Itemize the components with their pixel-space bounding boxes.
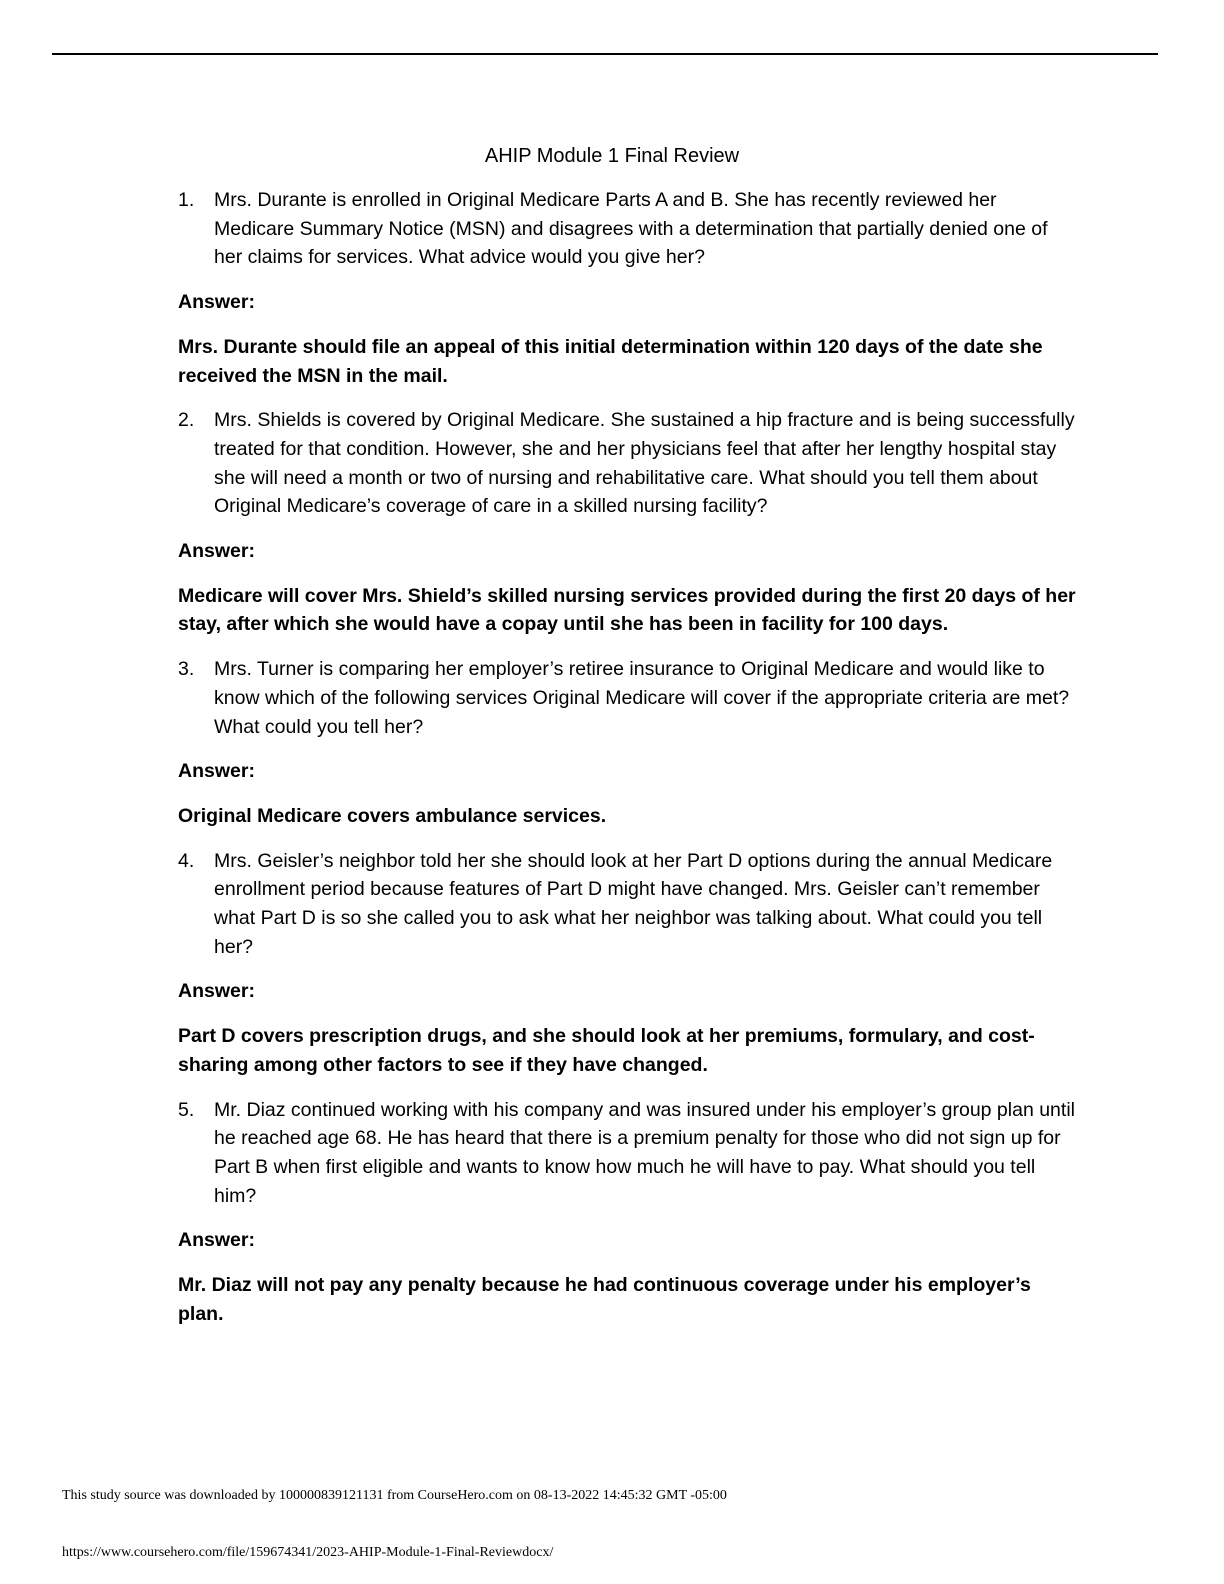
answer-text: Original Medicare covers ambulance services. [178, 804, 607, 827]
question-text: Mrs. Turner is comparing her employer’s retiree insurance to Original Medicare and would like to know which of the following services Original Medicare will cover if the appropriate criteria are met? What could you tell her? [214, 658, 1070, 738]
question-text: Mrs. Geisler’s neighbor told her she should look at her Part D options during the annual Medicare enrollment period because features of Part D might have changed. Mrs. Geisler can’t remember what Part D is so she called you to ask what her neighbor was talking about. What could you tell her? [214, 849, 1053, 958]
answer-text: Mr. Diaz will not pay any penalty because he had continuous coverage under his employer’s plan. [178, 1274, 1031, 1325]
answer-label: Answer: [178, 291, 255, 314]
answer-text: Medicare will cover Mrs. Shield’s skilled nursing services provided during the first 20 days of her stay, after which she would have a copay until she has been in facility for 100 days. [178, 584, 1076, 636]
header-rule [52, 53, 1158, 55]
question-number: 4. [178, 849, 195, 872]
question-text: Mrs. Shields is covered by Original Medicare. She sustained a hip fracture and is being successfully treated for that condition. However, she and her physicians feel that after her lengthy hospital stay she will need a month or two of nursing and rehabilitative care. What should you tell them about Original Medicare’s coverage of care in a skilled nursing facility? [214, 409, 1075, 518]
question-item [178, 847, 1078, 962]
question-number: 1. [178, 189, 195, 211]
question-number: 5. [178, 1098, 195, 1121]
question-item [178, 186, 1078, 272]
answer-text: Part D covers prescription drugs, and she should look at her premiums, formulary, and cost-sharing among other factors to see if they have changed. [178, 1025, 1035, 1076]
question-item [178, 1096, 1078, 1211]
answer-label: Answer: [178, 980, 255, 1003]
document-body [178, 186, 1078, 1345]
question-text: Mrs. Durante is enrolled in Original Medicare Parts A and B. She has recently reviewed her Medicare Summary Notice (MSN) and disagrees with a determination that partially denied one of her claims for services. What advice would you give her? [214, 189, 1048, 269]
download-source-note: This study source was downloaded by 100000839121131 from CourseHero.com on 08-13-2022 14:45:32 GMT -05:00 [62, 1488, 727, 1503]
answer-label: Answer: [178, 540, 255, 563]
answer-label: Answer: [178, 1229, 255, 1252]
source-url: https://www.coursehero.com/file/159674341/2023-AHIP-Module-1-Final-Reviewdocx/ [62, 1545, 554, 1560]
question-text: Mr. Diaz continued working with his company and was insured under his employer’s group plan until he reached age 68. He has heard that there is a premium penalty for those who did not sign up for Part B when first eligible and wants to know how much he will have to pay. What should you tell him? [214, 1098, 1075, 1207]
question-number: 3. [178, 658, 195, 681]
answer-text: Mrs. Durante should file an appeal of this initial determination within 120 days of the date she received the MSN in the mail. [178, 335, 1043, 387]
document-title: AHIP Module 1 Final Review [484, 145, 740, 167]
question-item [178, 655, 1078, 741]
question-number: 2. [178, 409, 195, 432]
answer-label: Answer: [178, 760, 255, 783]
question-item [178, 406, 1078, 521]
